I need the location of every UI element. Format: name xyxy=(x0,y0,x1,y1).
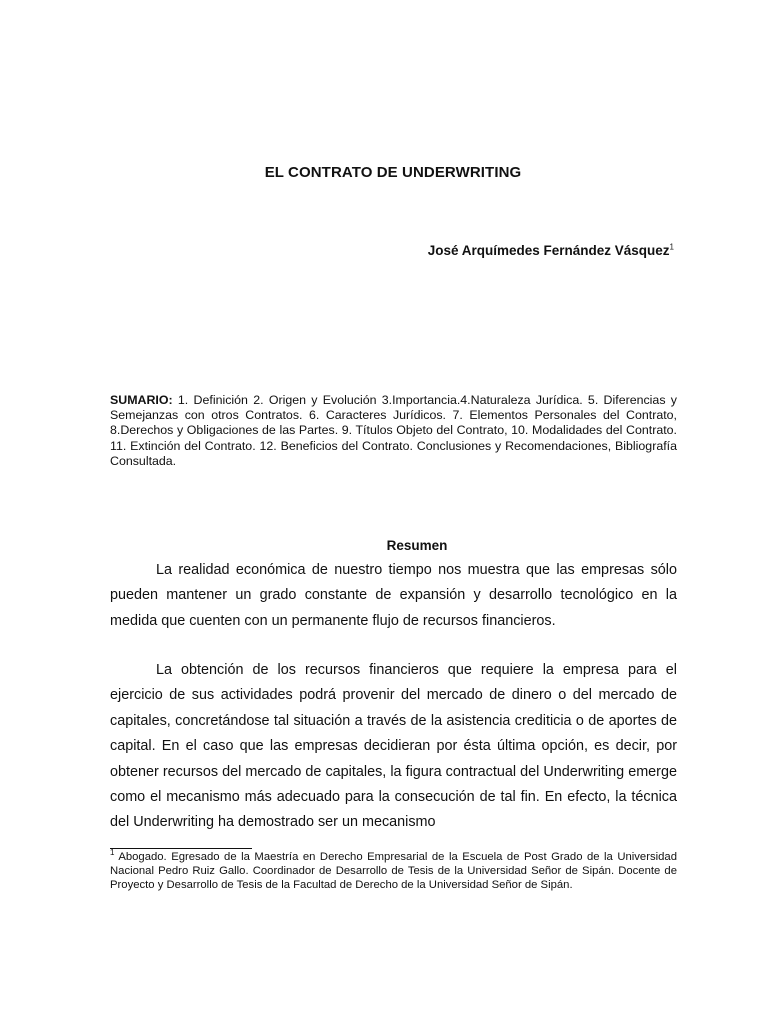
author-footnote-marker[interactable]: 1 xyxy=(669,242,674,252)
summary-text: 1. Definición 2. Origen y Evolución 3.Importancia.4.Naturaleza Jurídica. 5. Diferencias y Semejanzas con otros Contratos. 6. Caracteres Jurídicos. 7. Elementos Personales del Contrato, 8.Derechos y Obligaciones de las Partes. 9. Títulos Objeto del Contrato, 10. Modalidades del Contrato. 11. Extinción del Contrato. 12. Beneficios del Contrato. Conclusiones y Recomendaciones, Bibliografía Consultada. xyxy=(110,393,677,468)
author-name: José Arquímedes Fernández Vásquez xyxy=(427,243,670,258)
abstract-paragraph-text: La realidad económica de nuestro tiempo nos muestra que las empresas sólo pueden mantener un grado constante de expansión y desarrollo tecnológico en la medida que cuenten con un permanente flujo de recursos financieros. xyxy=(110,562,677,629)
summary-label: SUMARIO: xyxy=(110,393,173,407)
footnote-text: Abogado. Egresado de la Maestría en Derecho Empresarial de la Escuela de Post Grado de la Universidad Nacional Pedro Ruiz Gallo. Coordinador de Desarrollo de Tesis de la Universidad Señor de Sipán. Docente de Proyecto y Desarrollo de Tesis de la Facultad de Derecho de la Universidad Señor de Sipán. xyxy=(110,851,677,892)
abstract-paragraph-text: La obtención de los recursos financieros que requiere la empresa para el ejercicio de sus actividades podrá provenir del mercado de dinero o del mercado de capitales, concretándose tal situación a través de la asistencia crediticia o de aportes de capital. En el caso que las empresas decidieran por ésta última opción, es decir, por obtener recursos del mercado de capitales, la figura contractual del Underwriting emerge como el mecanismo más adecuado para la consecución de tal fin. En efecto, la técnica del Underwriting ha demostrado ser un mecanismo xyxy=(110,662,677,831)
footnote-separator xyxy=(110,848,252,849)
abstract-heading: Resumen xyxy=(386,538,448,553)
footnote-marker: 1 xyxy=(110,848,115,858)
abstract-paragraph xyxy=(110,658,677,836)
author-line xyxy=(428,243,674,258)
document-title: EL CONTRATO DE UNDERWRITING xyxy=(264,164,522,181)
footnote xyxy=(110,850,677,893)
abstract-paragraph xyxy=(110,558,677,634)
summary-block xyxy=(110,393,677,469)
